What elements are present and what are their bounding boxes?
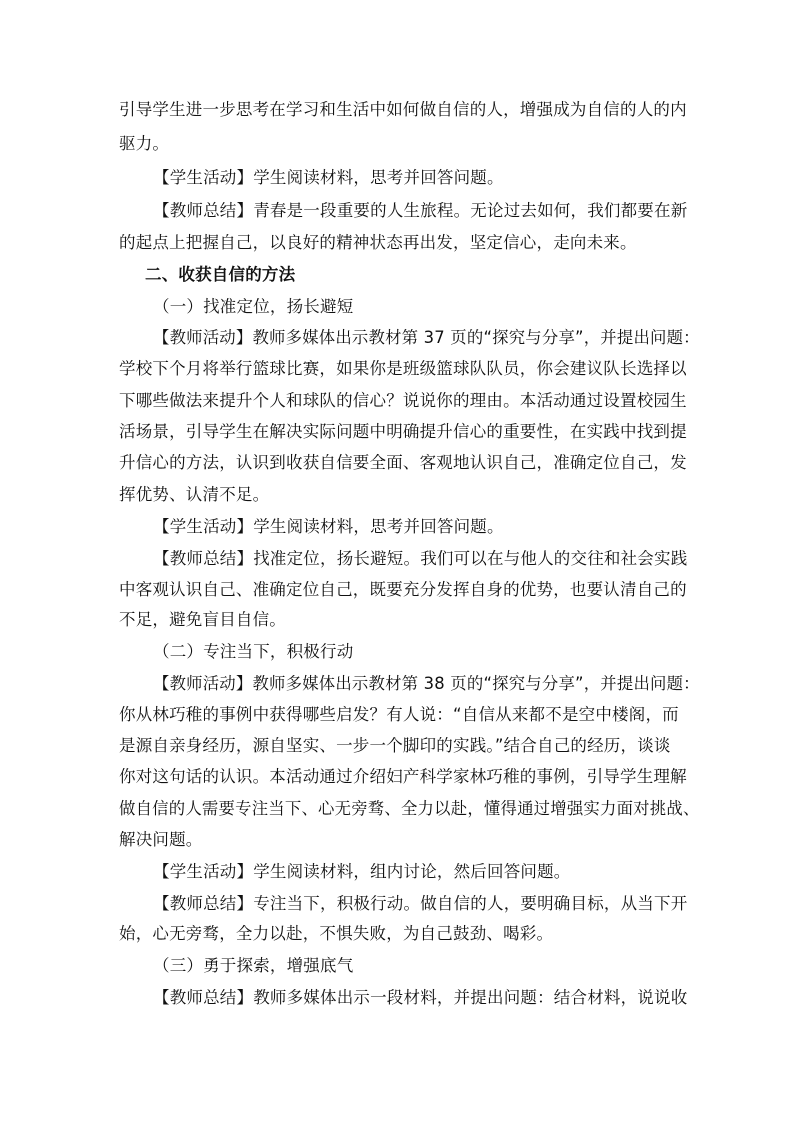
paragraph-line: 【教师总结】教师多媒体出示一段材料，并提出问题：结合材料，说说收 — [153, 988, 688, 1007]
paragraph-line: 做自信的人需要专注当下、心无旁骛、全力以赴，懂得通过增强实力面对挑战、 — [119, 799, 700, 818]
paragraph-line: 的起点上把握自己，以良好的精神状态再出发，坚定信心，走向未来。 — [119, 233, 637, 252]
paragraph-line: 驱力。 — [119, 134, 170, 153]
paragraph-line: 【教师总结】找准定位，扬长避短。我们可以在与他人的交往和社会实践 — [153, 549, 688, 568]
paragraph-line: 解决问题。 — [119, 830, 203, 849]
paragraph-line: 是源自亲身经历，源自坚实、一步一个脚印的实践。”结合自己的经历，谈谈 — [119, 736, 671, 755]
paragraph-line: 【教师活动】教师多媒体出示教材第 38 页的“探究与分享”，并提出问题： — [153, 674, 700, 693]
paragraph-line: 始，心无旁骛，全力以赴，不惧失败，为自己鼓劲、喝彩。 — [119, 924, 554, 943]
paragraph-line: 【教师总结】青春是一段重要的人生旅程。无论过去如何，我们都要在新 — [153, 201, 688, 220]
paragraph-line: 学校下个月将举行篮球比赛，如果你是班级篮球队队员，你会建议队长选择以 — [119, 359, 687, 378]
paragraph-line: 下哪些做法来提升个人和球队的信心？说说你的理由。本活动通过设置校园生 — [119, 391, 687, 410]
subsection-heading: （二）专注当下，积极行动 — [153, 642, 354, 661]
paragraph-line: 【学生活动】学生阅读材料，思考并回答问题。 — [153, 517, 504, 536]
paragraph-line: 【教师活动】教师多媒体出示教材第 37 页的“探究与分享”，并提出问题： — [153, 328, 700, 347]
paragraph-line: 活场景，引导学生在解决实际问题中明确提升信心的重要性，在实践中找到提 — [119, 422, 687, 441]
subsection-heading: （三）勇于探索，增强底气 — [153, 956, 354, 975]
paragraph-line: 【学生活动】学生阅读材料，思考并回答问题。 — [153, 168, 504, 187]
paragraph-line: 你对这句话的认识。本活动通过介绍妇产科学家林巧稚的事例，引导学生理解 — [119, 767, 687, 786]
paragraph-line: 【教师总结】专注当下，积极行动。做自信的人，要明确目标，从当下开 — [153, 894, 688, 913]
paragraph-line: 不足，避免盲目自信。 — [119, 610, 286, 629]
paragraph-line: 中客观认识自己、准确定位自己，既要充分发挥自身的优势，也要认清自己的 — [119, 580, 687, 599]
paragraph-line: 升信心的方法，认识到收获自信要全面、客观地认识自己，准确定位自己，发 — [119, 453, 687, 472]
section-heading: 二、收获自信的方法 — [145, 265, 296, 284]
paragraph-line: 引导学生进一步思考在学习和生活中如何做自信的人，增强成为自信的人的内 — [119, 100, 687, 119]
subsection-heading: （一）找准定位，扬长避短 — [153, 297, 354, 316]
paragraph-line: 【学生活动】学生阅读材料，组内讨论，然后回答问题。 — [153, 862, 571, 881]
paragraph-line: 你从林巧稚的事例中获得哪些启发？有人说：“自信从来都不是空中楼阁，而 — [119, 705, 679, 724]
paragraph-line: 挥优势、认清不足。 — [119, 485, 270, 504]
